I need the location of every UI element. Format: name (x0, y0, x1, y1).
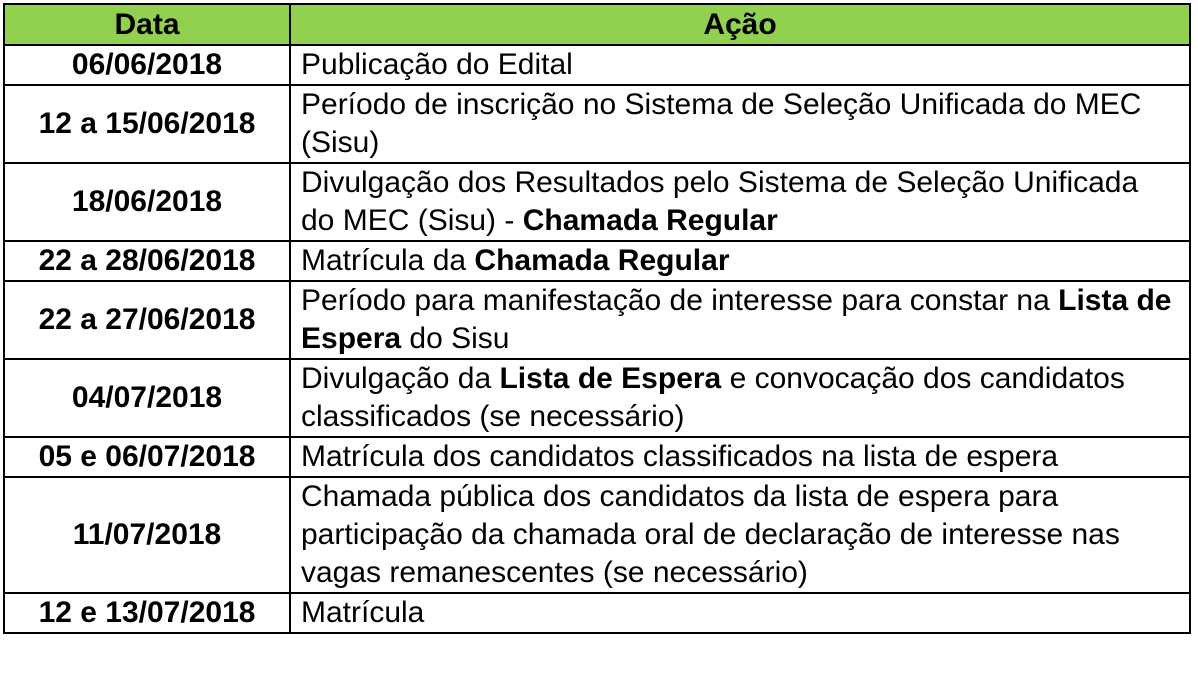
date-cell: 18/06/2018 (4, 163, 290, 241)
date-cell: 12 a 15/06/2018 (4, 85, 290, 163)
action-cell (290, 163, 1190, 241)
header-row (4, 4, 1190, 45)
table-row (4, 163, 1190, 241)
table-row (4, 85, 1190, 163)
action-cell (290, 45, 1190, 85)
table-row (4, 437, 1190, 477)
table-row (4, 359, 1190, 437)
schedule-body (4, 45, 1190, 633)
table-row (4, 593, 1190, 633)
action-text: do Sisu (401, 322, 510, 355)
date-cell: 04/07/2018 (4, 359, 290, 437)
action-cell (290, 477, 1190, 593)
date-cell: 11/07/2018 (4, 477, 290, 593)
action-text: Período de inscrição no Sistema de Seleção Unificada do MEC (Sisu) (301, 88, 1142, 159)
table-row (4, 241, 1190, 281)
schedule-table (3, 3, 1191, 634)
action-text: Matrícula dos candidatos classificados na lista de espera (301, 440, 1059, 473)
action-column-header: Ação (290, 4, 1190, 45)
date-column-header: Data (4, 4, 290, 45)
action-text: e convocação dos candidatos classificados (se necessário) (301, 362, 1125, 433)
action-cell (290, 281, 1190, 359)
action-cell (290, 85, 1190, 163)
action-text-bold: Chamada Regular (474, 244, 730, 277)
table-row (4, 45, 1190, 85)
date-cell: 06/06/2018 (4, 45, 290, 85)
action-cell (290, 437, 1190, 477)
table-row (4, 477, 1190, 593)
action-text: Divulgação dos Resultados pelo Sistema de Seleção Unificada do MEC (Sisu) - (301, 166, 1139, 237)
action-text-bold: Lista de Espera (499, 362, 722, 395)
action-cell (290, 241, 1190, 281)
date-cell: 22 a 27/06/2018 (4, 281, 290, 359)
action-text: Chamada pública dos candidatos da lista de espera para participação da chamada oral de declaração de interesse nas vagas remanescentes (se necessário) (301, 480, 1120, 589)
action-text-bold: Lista de Espera (301, 284, 1172, 355)
action-text: Matrícula (301, 596, 425, 629)
action-text: Matrícula da (301, 244, 475, 277)
action-text-bold: Chamada Regular (522, 204, 778, 237)
table-row (4, 281, 1190, 359)
action-text: Publicação do Edital (301, 48, 573, 81)
action-cell (290, 359, 1190, 437)
date-cell: 22 a 28/06/2018 (4, 241, 290, 281)
date-cell: 12 e 13/07/2018 (4, 593, 290, 633)
action-text: Divulgação da (301, 362, 500, 395)
date-cell: 05 e 06/07/2018 (4, 437, 290, 477)
action-cell (290, 593, 1190, 633)
action-text: Período para manifestação de interesse para constar na (301, 284, 1059, 317)
